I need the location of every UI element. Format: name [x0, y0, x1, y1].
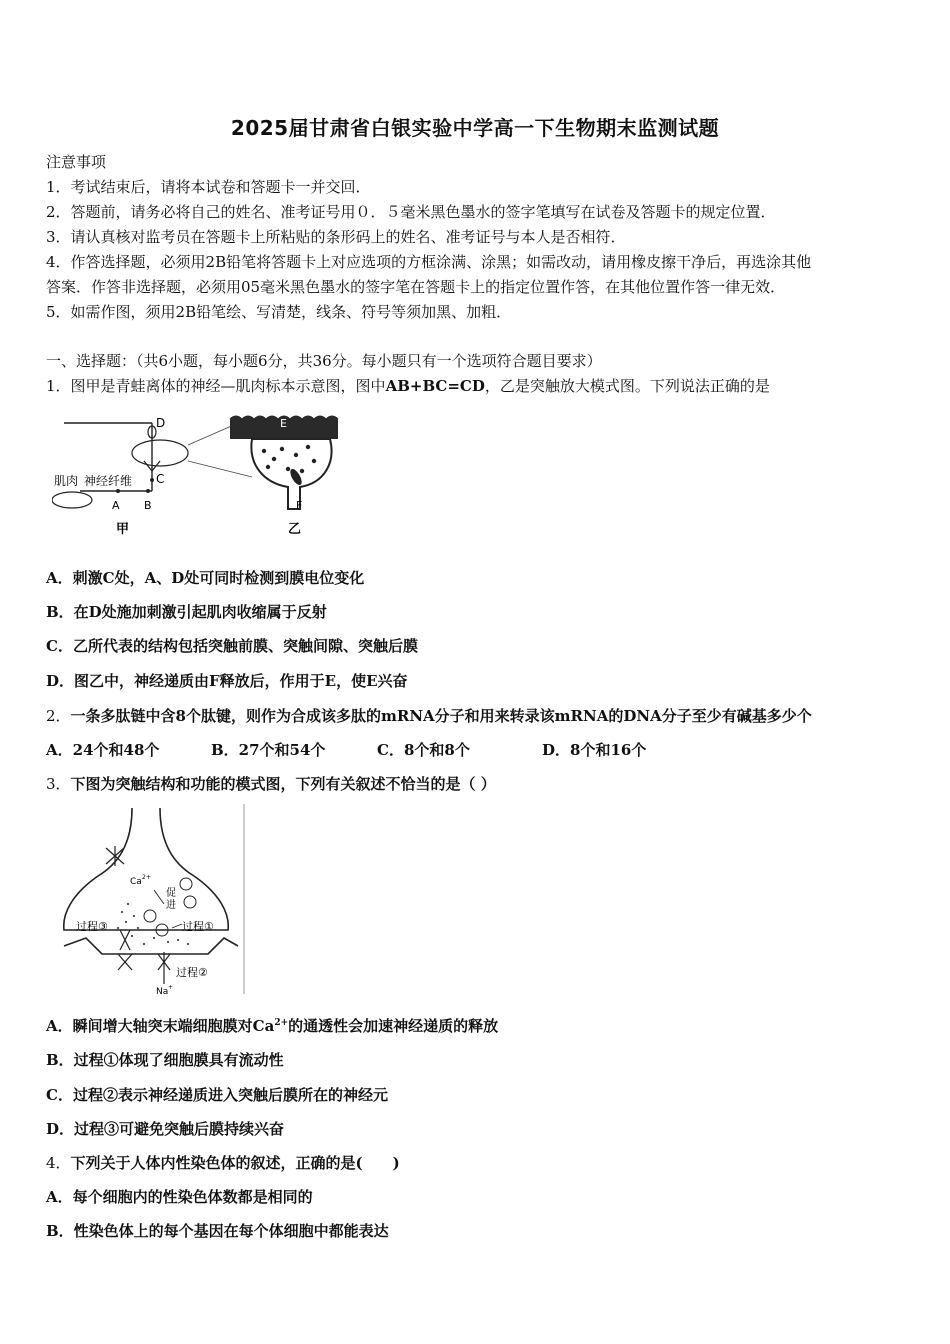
label-A: A — [112, 499, 120, 512]
label-ca: Ca — [130, 877, 142, 887]
caption-yi: 乙 — [288, 522, 302, 537]
exam-title: 2025届甘肃省白银实验中学高一下生物期末监测试题 — [230, 116, 720, 140]
notice-heading: 注意事项 — [46, 153, 107, 171]
channel-right — [158, 952, 170, 984]
q2-option-a: A．24个和48个 — [46, 741, 160, 759]
notice-item-1: 1．考试结束后，请将本试卷和答题卡一并交回． — [46, 178, 371, 196]
label-D: D — [156, 416, 166, 430]
question-number: 3． — [46, 775, 71, 793]
label-na-sup: + — [168, 984, 174, 991]
label-muscle: 肌肉 — [54, 474, 79, 488]
q3-option-b: B．过程①体现了细胞膜具有流动性 — [46, 1051, 284, 1069]
q2-option-c: C．8个和8个 — [377, 741, 470, 759]
question-number: 2． — [46, 707, 71, 725]
notice-item-3: 3．请认真核对监考员在答题卡上所粘贴的条形码上的姓名、准考证号与本人是否相符． — [46, 228, 626, 246]
q1-option-c: C．乙所代表的结构包括突触前膜、突触间隙、突触后膜 — [46, 637, 418, 655]
option-sup: 2+ — [274, 1018, 289, 1028]
q1-option-b: B．在D处施加刺激引起肌肉收缩属于反射 — [46, 603, 327, 621]
figure-jia — [52, 416, 252, 537]
q4-option-b: B．性染色体上的每个基因在每个体细胞中都能表达 — [46, 1222, 389, 1240]
label-C: C — [156, 472, 165, 486]
figure-nerve-muscle — [52, 405, 352, 545]
q3-option-a — [46, 1016, 498, 1036]
option-text: 的通透性会加速神经递质的释放 — [288, 1017, 499, 1035]
notice-item-4-cont: 答案．作答非选择题，必须用05毫米黑色墨水的签字笔在答题卡上的指定位置作答，在其他位置作答一律无效． — [46, 278, 786, 296]
caption-jia: 甲 — [116, 522, 130, 537]
stem-text: 下图为突触结构和功能的模式图，下列有关叙述不恰当的是（ ） — [70, 775, 496, 793]
question-4-stem — [46, 1153, 400, 1173]
stem-text: 下列关于人体内性染色体的叙述，正确的是( ) — [70, 1154, 400, 1172]
label-na: Na — [156, 987, 169, 997]
label-F: F — [296, 499, 303, 512]
stem-formula: AB+BC=CD — [385, 377, 485, 395]
label-process-3: 过程③ — [76, 920, 108, 933]
notice-item-4: 4．作答选择题，必须用2B铅笔将答题卡上对应选项的方框涂满、涂黑；如需改动，请用橡皮擦干净后，再选涂其他 — [46, 253, 812, 271]
q1-option-a: A．刺激C处，A、D处可同时检测到膜电位变化 — [46, 569, 365, 587]
label-nerve-fiber: 神经纤维 — [84, 474, 133, 488]
question-number: 4． — [46, 1154, 71, 1172]
label-promote-1: 促 — [166, 888, 176, 899]
stem-text: 一条多肽链中含8个肽键，则作为合成该多肽的mRNA分子和用来转录该mRNA的DNA分子至少有碱基多少个 — [70, 707, 812, 725]
stem-text: 图甲是青蛙离体的神经—肌肉标本示意图，图中 — [70, 377, 386, 395]
stem-text: ，乙是突触放大模式图。下列说法正确的是 — [484, 377, 770, 395]
channel-top — [106, 846, 124, 866]
question-number: 1． — [46, 377, 71, 395]
figure-yi — [230, 416, 338, 537]
q4-option-a: A．每个细胞内的性染色体数都是相同的 — [46, 1188, 313, 1206]
q2-option-d: D．8个和16个 — [542, 741, 647, 759]
label-B: B — [144, 499, 152, 512]
q2-option-b: B．27个和54个 — [211, 741, 326, 759]
option-text: A．瞬间增大轴突末端细胞膜对Ca — [46, 1017, 275, 1035]
q3-option-c: C．过程②表示神经递质进入突触后膜所在的神经元 — [46, 1086, 388, 1104]
label-E: E — [280, 417, 287, 430]
label-ca-sup: 2+ — [142, 874, 151, 881]
notice-item-2: 2．答题前，请务必将自己的姓名、准考证号用０．５毫米黑色墨水的签字笔填写在试卷及答题卡的规定位置． — [46, 203, 776, 221]
section-heading: 一、选择题：（共6小题，每小题6分，共36分。每小题只有一个选项符合题目要求） — [46, 352, 602, 370]
question-3-stem — [46, 774, 496, 794]
label-process-1: 过程① — [182, 920, 214, 933]
figure-synapse — [58, 804, 250, 1000]
notice-item-5: 5．如需作图，须用2B铅笔绘、写清楚，线条、符号等须加黑、加粗． — [46, 303, 512, 321]
label-promote-2: 进 — [166, 900, 176, 911]
question-2-stem — [46, 706, 812, 726]
channel-left — [118, 930, 132, 970]
q3-option-d: D．过程③可避免突触后膜持续兴奋 — [46, 1120, 285, 1138]
label-process-2: 过程② — [176, 966, 208, 979]
question-1-stem — [46, 376, 770, 396]
q1-option-d: D．图乙中，神经递质由F释放后，作用于E，使E兴奋 — [46, 672, 408, 690]
